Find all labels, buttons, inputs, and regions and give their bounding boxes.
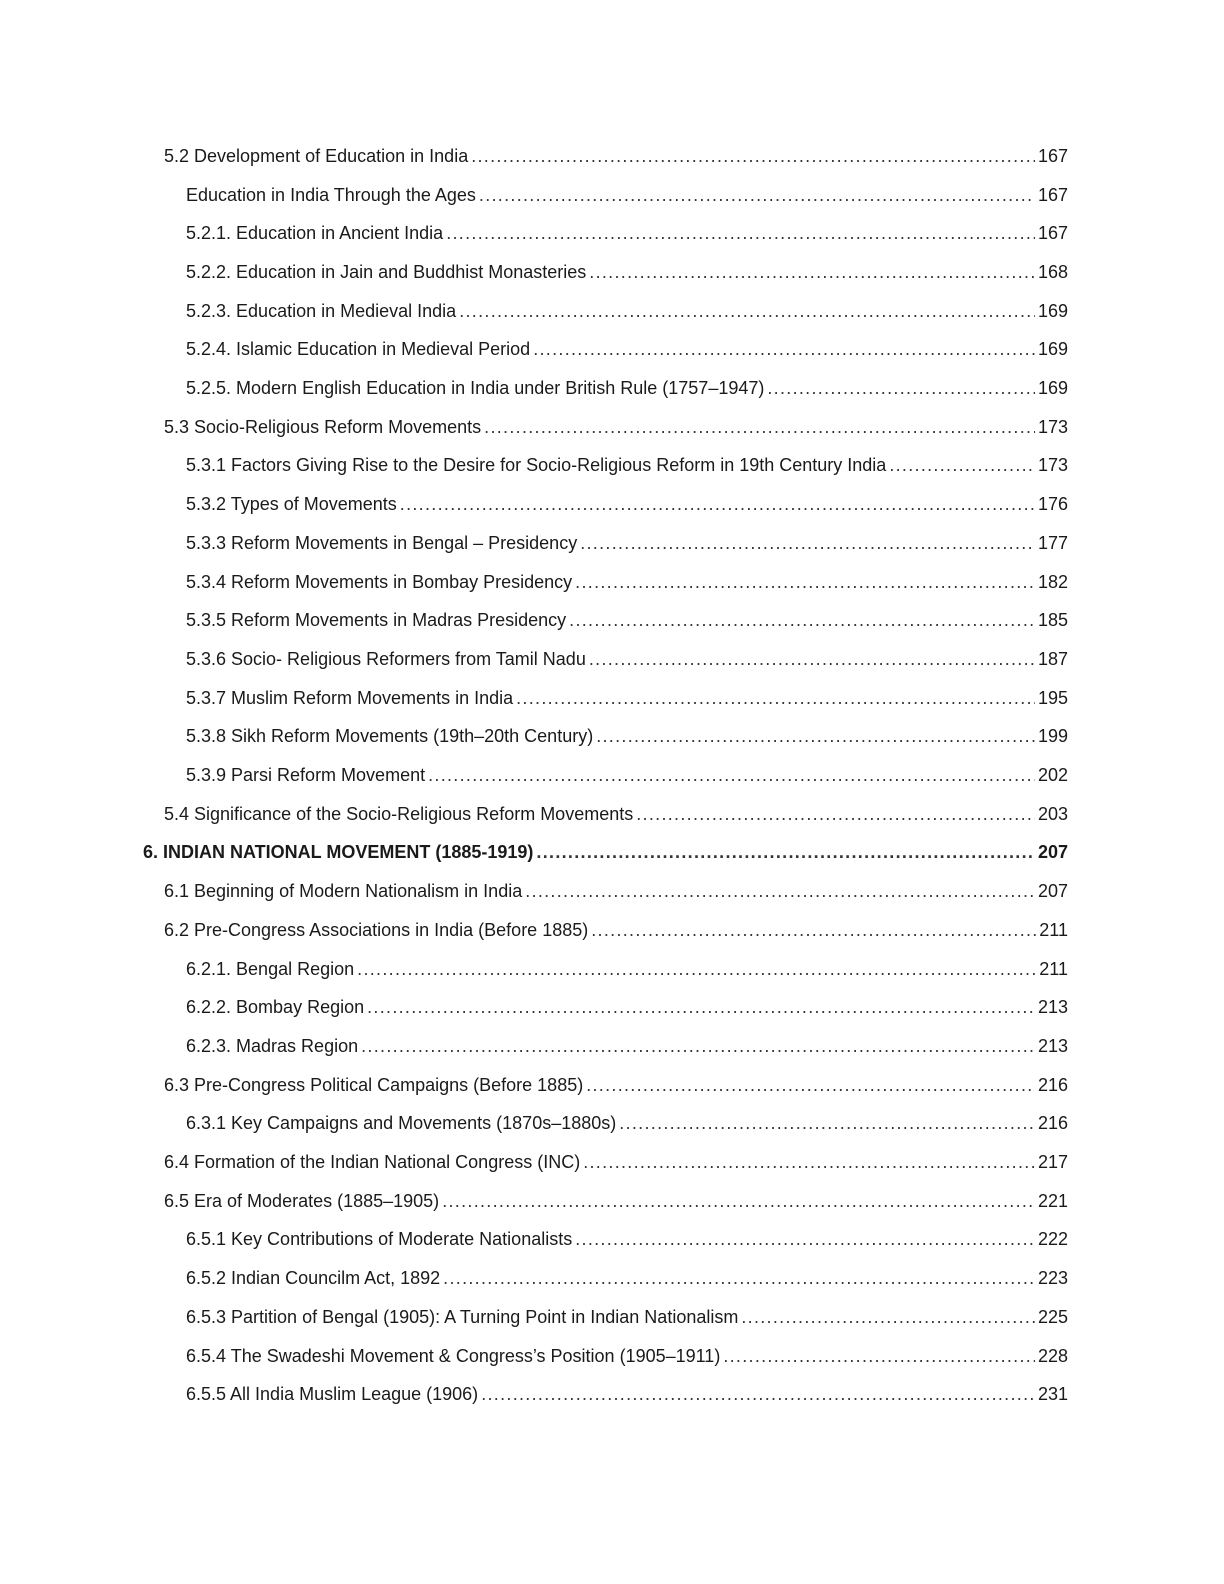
toc-entry-title: 6.2.3. Madras Region bbox=[186, 1036, 361, 1057]
toc-entry[interactable] bbox=[186, 176, 1068, 215]
toc-page-number: 216 bbox=[1037, 1074, 1068, 1095]
toc-page-number: 213 bbox=[1037, 997, 1068, 1018]
toc-page-number: 228 bbox=[1037, 1345, 1068, 1366]
dot-leader bbox=[367, 997, 1035, 1018]
dot-leader bbox=[767, 378, 1035, 399]
dot-leader bbox=[459, 301, 1035, 322]
toc-entry-title: 5.4 Significance of the Socio-Religious Reform Movements bbox=[164, 804, 636, 825]
toc-page-number: 177 bbox=[1037, 532, 1068, 553]
toc-page-number: 169 bbox=[1037, 378, 1068, 399]
dot-leader bbox=[428, 765, 1035, 786]
toc-entry-title: 6.2 Pre-Congress Associations in India (Before 1885) bbox=[164, 920, 591, 941]
toc-entry-title: 5.3.5 Reform Movements in Madras Presidency bbox=[186, 610, 569, 631]
toc-page-number: 185 bbox=[1037, 610, 1068, 631]
toc-entry-title: 6.4 Formation of the Indian National Congress (INC) bbox=[164, 1152, 583, 1173]
dot-leader bbox=[889, 455, 1035, 476]
toc-entry-title: 6.3 Pre-Congress Political Campaigns (Before 1885) bbox=[164, 1075, 586, 1096]
toc-entry[interactable] bbox=[186, 1337, 1068, 1376]
toc-entry-title: 5.3.7 Muslim Reform Movements in India bbox=[186, 688, 516, 709]
toc-entry-title: 5.3.9 Parsi Reform Movement bbox=[186, 765, 428, 786]
toc-entry-title: 6.2.2. Bombay Region bbox=[186, 997, 367, 1018]
toc-entry[interactable] bbox=[186, 1375, 1068, 1414]
toc-entry-title: 6.5.4 The Swadeshi Movement & Congress’s Position (1905–1911) bbox=[186, 1346, 723, 1367]
toc-entry[interactable] bbox=[186, 679, 1068, 718]
dot-leader bbox=[596, 726, 1035, 747]
toc-page-number: 222 bbox=[1037, 1229, 1068, 1250]
toc-entry[interactable] bbox=[186, 756, 1068, 795]
toc-entry[interactable] bbox=[186, 640, 1068, 679]
toc-entry-title: 6.3.1 Key Campaigns and Movements (1870s–1880s) bbox=[186, 1113, 619, 1134]
toc-chapter-entry[interactable] bbox=[143, 834, 1068, 873]
toc-entry-title: 6. INDIAN NATIONAL MOVEMENT (1885-1919) bbox=[143, 842, 536, 863]
dot-leader bbox=[479, 185, 1035, 206]
dot-leader bbox=[525, 881, 1035, 902]
dot-leader bbox=[619, 1113, 1035, 1134]
toc-page-number: 203 bbox=[1037, 803, 1068, 824]
toc-entry-title: 5.2.3. Education in Medieval India bbox=[186, 301, 459, 322]
toc-page-number: 173 bbox=[1037, 455, 1068, 476]
toc-page-number: 231 bbox=[1037, 1384, 1068, 1405]
dot-leader bbox=[580, 533, 1035, 554]
toc-entry[interactable] bbox=[164, 408, 1068, 447]
dot-leader bbox=[575, 572, 1035, 593]
toc-entry[interactable] bbox=[186, 447, 1068, 486]
toc-page-number: 167 bbox=[1037, 184, 1068, 205]
toc-entry[interactable] bbox=[186, 1105, 1068, 1144]
toc-entry[interactable] bbox=[164, 1143, 1068, 1182]
toc-entry-title: 5.3.6 Socio- Religious Reformers from Tamil Nadu bbox=[186, 649, 589, 670]
toc-page-number: 207 bbox=[1037, 842, 1068, 863]
toc-entry-title: 5.2.5. Modern English Education in India under British Rule (1757–1947) bbox=[186, 378, 767, 399]
toc-entry[interactable] bbox=[186, 563, 1068, 602]
dot-leader bbox=[636, 804, 1035, 825]
toc-entry[interactable] bbox=[186, 1259, 1068, 1298]
dot-leader bbox=[516, 688, 1035, 709]
toc-entry[interactable] bbox=[186, 988, 1068, 1027]
dot-leader bbox=[536, 842, 1035, 863]
toc-entry[interactable] bbox=[186, 601, 1068, 640]
toc-entry-title: 5.3.1 Factors Giving Rise to the Desire for Socio-Religious Reform in 19th Century India bbox=[186, 455, 889, 476]
toc-entry[interactable] bbox=[186, 331, 1068, 370]
dot-leader bbox=[446, 223, 1035, 244]
dot-leader bbox=[569, 610, 1035, 631]
toc-entry-title: 5.3.3 Reform Movements in Bengal – Presidency bbox=[186, 533, 580, 554]
toc-entry-title: 5.3 Socio-Religious Reform Movements bbox=[164, 417, 484, 438]
dot-leader bbox=[589, 649, 1035, 670]
toc-page-number: 207 bbox=[1037, 881, 1068, 902]
toc-entry[interactable] bbox=[186, 485, 1068, 524]
toc-entry[interactable] bbox=[186, 524, 1068, 563]
toc-entry-title: 5.2.4. Islamic Education in Medieval Period bbox=[186, 339, 533, 360]
toc-entry[interactable] bbox=[164, 137, 1068, 176]
dot-leader bbox=[361, 1036, 1035, 1057]
toc-page-number: 195 bbox=[1037, 687, 1068, 708]
toc-entry-title: 6.5.5 All India Muslim League (1906) bbox=[186, 1384, 481, 1405]
dot-leader bbox=[443, 1268, 1035, 1289]
toc-entry-title: 5.3.2 Types of Movements bbox=[186, 494, 400, 515]
dot-leader bbox=[583, 1152, 1035, 1173]
toc-entry-title: 6.5.2 Indian Councilm Act, 1892 bbox=[186, 1268, 443, 1289]
toc-entry-title: 6.5.3 Partition of Bengal (1905): A Turning Point in Indian Nationalism bbox=[186, 1307, 741, 1328]
dot-leader bbox=[741, 1307, 1035, 1328]
toc-entry[interactable] bbox=[186, 253, 1068, 292]
toc-entry[interactable] bbox=[186, 718, 1068, 757]
toc-entry[interactable] bbox=[164, 872, 1068, 911]
toc-page-number: 168 bbox=[1037, 261, 1068, 282]
toc-entry[interactable] bbox=[186, 292, 1068, 331]
toc-entry[interactable] bbox=[186, 950, 1068, 989]
toc-entry-title: 5.3.8 Sikh Reform Movements (19th–20th Century) bbox=[186, 726, 596, 747]
dot-leader bbox=[357, 959, 1036, 980]
dot-leader bbox=[591, 920, 1036, 941]
toc-page-number: 169 bbox=[1037, 300, 1068, 321]
dot-leader bbox=[442, 1191, 1035, 1212]
toc-page-number: 167 bbox=[1037, 223, 1068, 244]
toc-entry[interactable] bbox=[164, 1182, 1068, 1221]
toc-page-number: 213 bbox=[1037, 1035, 1068, 1056]
toc-entry-title: 6.5.1 Key Contributions of Moderate Nationalists bbox=[186, 1229, 575, 1250]
toc-entry[interactable] bbox=[186, 1027, 1068, 1066]
toc-entry-title: 5.2 Development of Education in India bbox=[164, 146, 471, 167]
dot-leader bbox=[481, 1384, 1035, 1405]
dot-leader bbox=[586, 1075, 1035, 1096]
toc-entry-title: 5.2.1. Education in Ancient India bbox=[186, 223, 446, 244]
dot-leader bbox=[723, 1346, 1035, 1367]
toc-page-number: 217 bbox=[1037, 1152, 1068, 1173]
toc-page-number: 187 bbox=[1037, 648, 1068, 669]
toc-page-number: 176 bbox=[1037, 494, 1068, 515]
toc-page-number: 173 bbox=[1037, 416, 1068, 437]
toc-page-number: 211 bbox=[1039, 958, 1068, 979]
toc-page-number: 223 bbox=[1037, 1268, 1068, 1289]
toc-entry[interactable] bbox=[164, 911, 1068, 950]
toc-entry-title: Education in India Through the Ages bbox=[186, 185, 479, 206]
dot-leader bbox=[484, 417, 1035, 438]
toc-entry-title: 6.2.1. Bengal Region bbox=[186, 959, 357, 980]
toc-entry[interactable] bbox=[186, 369, 1068, 408]
toc-entry[interactable] bbox=[164, 1066, 1068, 1105]
toc-page-number: 211 bbox=[1039, 919, 1068, 940]
dot-leader bbox=[400, 494, 1035, 515]
toc-page-number: 167 bbox=[1037, 145, 1068, 166]
dot-leader bbox=[533, 339, 1035, 360]
toc-entry-title: 6.1 Beginning of Modern Nationalism in India bbox=[164, 881, 525, 902]
toc-entry-title: 5.2.2. Education in Jain and Buddhist Monasteries bbox=[186, 262, 589, 283]
toc-page-number: 216 bbox=[1037, 1113, 1068, 1134]
toc-page-number: 221 bbox=[1037, 1190, 1068, 1211]
toc-entry[interactable] bbox=[186, 214, 1068, 253]
toc-page-number: 225 bbox=[1037, 1306, 1068, 1327]
toc-entry[interactable] bbox=[186, 1221, 1068, 1260]
toc-page-number: 182 bbox=[1037, 571, 1068, 592]
toc-page-number: 169 bbox=[1037, 339, 1068, 360]
toc-entry[interactable] bbox=[186, 1298, 1068, 1337]
dot-leader bbox=[575, 1229, 1035, 1250]
toc-page-number: 202 bbox=[1037, 765, 1068, 786]
toc-entry[interactable] bbox=[164, 795, 1068, 834]
toc-entry-title: 5.3.4 Reform Movements in Bombay Presidency bbox=[186, 572, 575, 593]
toc-page-number: 199 bbox=[1037, 726, 1068, 747]
toc-entry-title: 6.5 Era of Moderates (1885–1905) bbox=[164, 1191, 442, 1212]
dot-leader bbox=[589, 262, 1035, 283]
dot-leader bbox=[471, 146, 1035, 167]
